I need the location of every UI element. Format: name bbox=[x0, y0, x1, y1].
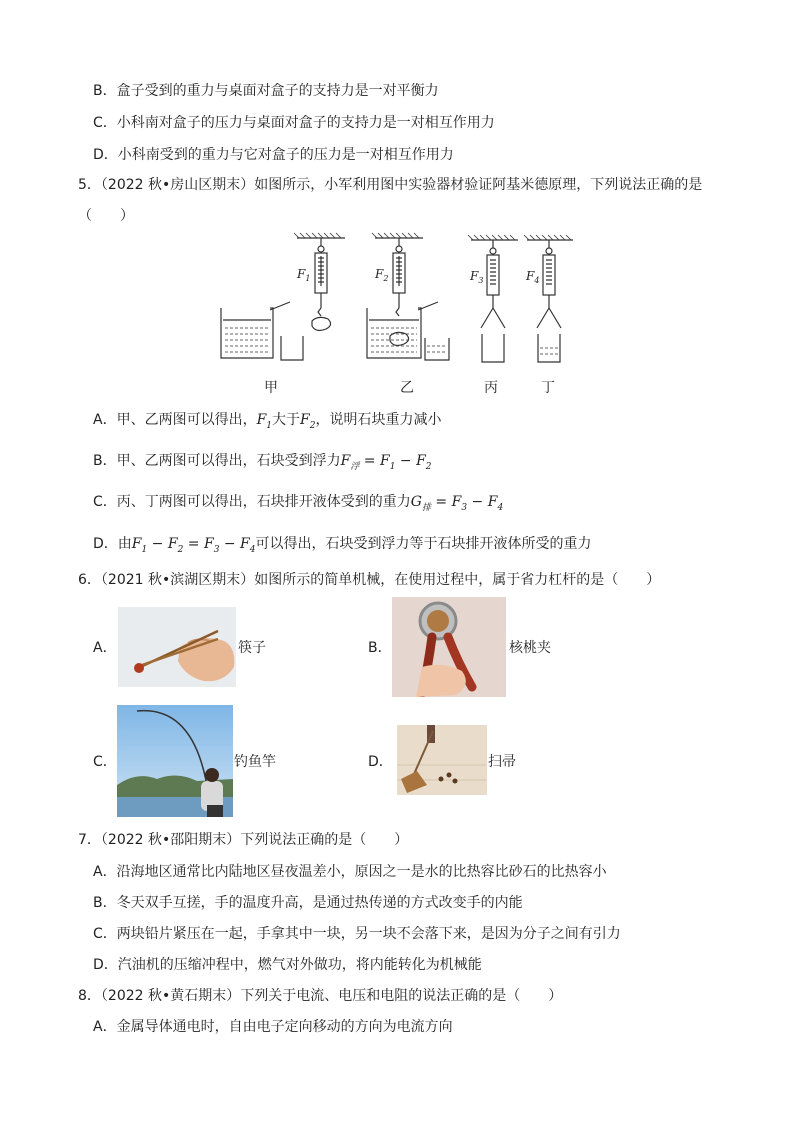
figure-label-jia: 甲 bbox=[264, 380, 278, 396]
formula-f1: $F_1$ bbox=[256, 412, 273, 431]
q5-option-c bbox=[93, 492, 503, 518]
figure-label-bing: 丙 bbox=[484, 380, 498, 396]
q6-option-c-letter: C． bbox=[93, 754, 117, 770]
q4-option-b: B．盒子受到的重力与桌面对盒子的支持力是一对平衡力 bbox=[93, 83, 439, 99]
q5-option-a bbox=[93, 410, 441, 436]
q7-option-c: C．两块铅片紧压在一起，手拿其中一块，另一块不会落下来，是因为分子之间有引力 bbox=[93, 926, 621, 942]
fishing-rod-image bbox=[117, 705, 233, 817]
force-label-f4: $F_4$ bbox=[526, 269, 540, 285]
q6-option-a-letter: A． bbox=[93, 640, 117, 656]
formula-weight: $G_排 = F_3 - F_4$ bbox=[410, 494, 504, 513]
force-label-f3: $F_3$ bbox=[470, 269, 484, 285]
q5-option-b-prefix: B．甲、乙两图可以得出，石块受到浮力 bbox=[93, 453, 341, 469]
q6-stem: 6．（2021 秋•滨湖区期末）如图所示的简单机械，在使用过程中，属于省力杠杆的是（ ） bbox=[78, 572, 661, 588]
force-label-f1: $F_1$ bbox=[297, 267, 311, 283]
q6-option-a-name: 筷子 bbox=[238, 640, 266, 656]
q7-option-a: A．沿海地区通常比内陆地区昼夜温差小，原因之一是水的比热容比砂石的比热容小 bbox=[93, 864, 607, 880]
force-label-f2: $F_2$ bbox=[375, 267, 389, 283]
broom-image bbox=[397, 725, 487, 795]
q5-paren: （ ） bbox=[78, 208, 134, 224]
archimedes-experiment-figure bbox=[215, 228, 585, 398]
q5-option-c-prefix: C．丙、丁两图可以得出，石块排开液体受到的重力 bbox=[93, 494, 411, 510]
q5-option-d-suffix: 可以得出，石块受到浮力等于石块排开液体所受的重力 bbox=[255, 536, 592, 552]
q7-option-b: B．冬天双手互搓，手的温度升高，是通过热传递的方式改变手的内能 bbox=[93, 895, 523, 911]
q5-option-a-suffix: ，说明石块重力减小 bbox=[315, 412, 442, 428]
figure-label-ding: 丁 bbox=[541, 380, 555, 396]
q6-option-b-letter: B． bbox=[368, 640, 392, 656]
figure-label-yi: 乙 bbox=[400, 380, 414, 396]
q8-option-a: A．金属导体通电时，自由电子定向移动的方向为电流方向 bbox=[93, 1019, 453, 1035]
chopsticks-image bbox=[118, 607, 236, 687]
q5-option-a-mid: 大于 bbox=[272, 412, 301, 428]
q8-stem: 8．（2022 秋•黄石期末）下列关于电流、电压和电阻的说法正确的是（ ） bbox=[78, 988, 563, 1004]
q6-option-d-letter: D． bbox=[368, 754, 393, 770]
q4-option-c: C．小科南对盒子的压力与桌面对盒子的支持力是一对相互作用力 bbox=[93, 115, 495, 131]
q5-option-b bbox=[93, 451, 432, 477]
q5-stem: 5．（2022 秋•房山区期末）如图所示，小军利用图中实验器材验证阿基米德原理，下列说法正确的是 bbox=[78, 177, 703, 193]
q7-option-d: D．汽油机的压缩冲程中，燃气对外做功，将内能转化为机械能 bbox=[93, 957, 482, 973]
formula-equality: $F_1 - F_2 = F_3 - F_4$ bbox=[131, 536, 256, 555]
formula-buoyancy: $F_浮 = F_1 - F_2$ bbox=[340, 453, 432, 472]
formula-f2: $F_2$ bbox=[300, 412, 316, 431]
q5-option-a-prefix: A．甲、乙两图可以得出， bbox=[93, 412, 257, 428]
q6-option-b-name: 核桃夹 bbox=[509, 640, 551, 656]
q6-option-d-name: 扫帚 bbox=[488, 754, 516, 770]
q5-option-d-prefix: D．由 bbox=[93, 536, 132, 552]
q4-option-d: D．小科南受到的重力与它对盒子的压力是一对相互作用力 bbox=[93, 147, 454, 163]
q5-option-d bbox=[93, 534, 592, 560]
q7-stem: 7．（2022 秋•邵阳期末）下列说法正确的是（ ） bbox=[78, 832, 409, 848]
q6-option-c-name: 钓鱼竿 bbox=[234, 754, 276, 770]
nutcracker-image bbox=[392, 597, 506, 697]
